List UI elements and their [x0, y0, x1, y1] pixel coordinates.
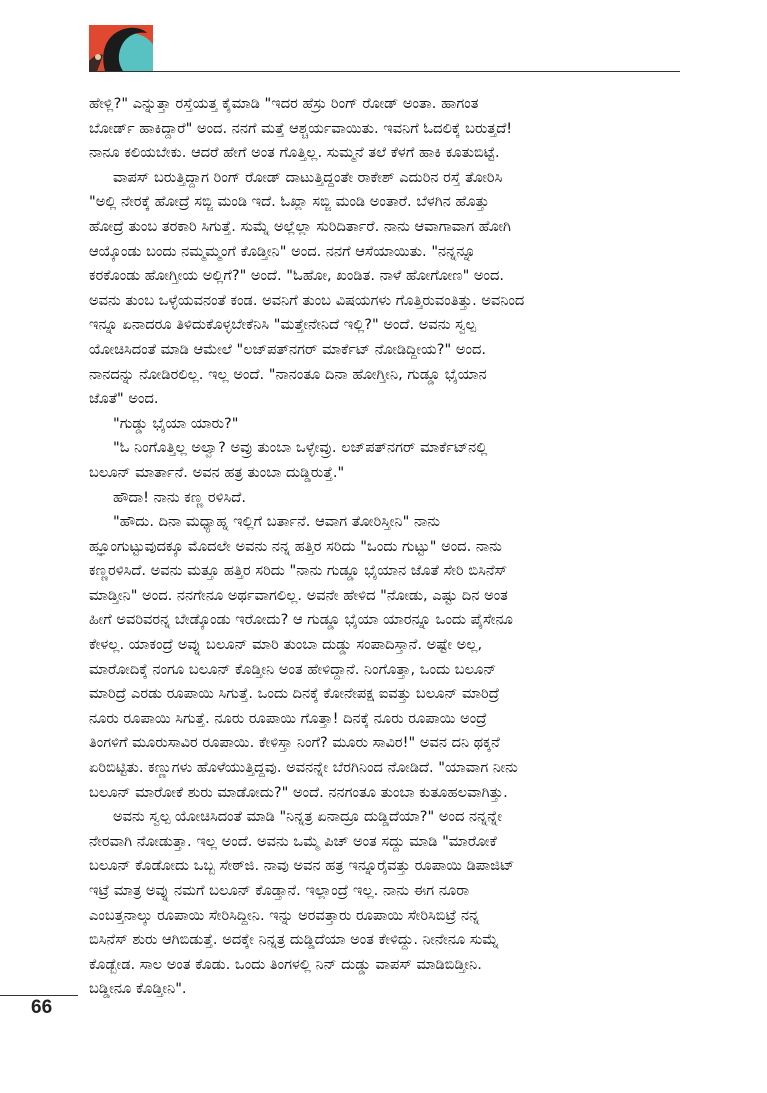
text-line: ಕಣ್ಣರಳಿಸಿದೆ. ಅವನು ಮತ್ತೂ ಹತ್ತಿರ ಸರಿದು "ನಾನು ಗುಡ್ಡೂ ಭೈಯಾನ ಜೊತೆ ಸೇರಿ ಬಿಸಿನೆಸ್ — [89, 562, 508, 580]
text-line: ಅವನು ತುಂಬ ಒಳ್ಳೆಯವನಂತೆ ಕಂಡ. ಅವನಿಗೆ ತುಂಬ ವಿಷಯಗಳು ಗೊತ್ತಿರುವಂತಿತ್ತು. ಅವನಿಂದ — [89, 291, 525, 309]
text-line: ಬೋರ್ಡ್ ಹಾಕಿದ್ದಾರೆ" ಅಂದ. ನನಗೆ ಮತ್ತೆ ಆಶ್ಚರ್ಯವಾಯಿತು. ಇವನಿಗೆ ಓದಲಿಕ್ಕೆ ಬರುತ್ತದೆ! — [89, 119, 513, 137]
text-line: "ಗುಡ್ಡು ಭೈಯಾ ಯಾರು?" — [113, 414, 239, 432]
text-line: ಯೋಚಿಸಿದಂತೆ ಮಾಡಿ ಆಮೇಲೆ "ಲಜ್‌ಪತ್‌ನಗರ್ ಮಾರ್ಕೆಟ್ ನೋಡಿದ್ದೀಯ?" ಅಂದ. — [89, 340, 487, 358]
text-line: ಬಲೂನ್ ಮಾರೋಕೆ ಶುರು ಮಾಡೋದು?" ಅಂದೆ. ನನಗಂತೂ ತುಂಬಾ ಕುತೂಹಲವಾಗಿತ್ತು. — [89, 783, 508, 801]
text-line: ವಾಪಸ್ ಬರುತ್ತಿದ್ದಾಗ ರಿಂಗ್ ರೋಡ್ ದಾಟುತ್ತಿದ್ದಂತೇ ರಾಕೇಶ್ ಎದುರಿನ ರಸ್ತೆ ತೋರಿಸಿ — [113, 168, 503, 186]
text-line: ಮಾರೋದಿಕ್ಕೆ ನಂಗೂ ಬಲೂನ್ ಕೊಡ್ತೀನಿ ಅಂತ ಹೇಳಿದ್ದಾನೆ. ನಿಂಗೊತ್ತಾ, ಒಂದು ಬಲೂನ್ — [89, 660, 497, 678]
text-line: ತಿಂಗಳಿಗೆ ಮೂರುಸಾವಿರ ರೂಪಾಯಿ. ಕೇಳಿಸ್ತಾ ನಿಂಗೆ? ಮೂರು ಸಾವಿರ!" ಅವನ ದನಿ ಥಕ್ಕನೆ — [89, 734, 500, 752]
header-rule — [89, 71, 680, 72]
text-line: ಮಾಡ್ತೀನಿ" ಅಂದ. ನನಗೇನೂ ಅರ್ಥವಾಗಲಿಲ್ಲ. ಅವನೇ ಹೇಳಿದ "ನೋಡು, ಎಷ್ಟು ದಿನ ಅಂತ — [89, 586, 508, 604]
text-line: ಹೀಗೆ ಅವರಿವರನ್ನ ಬೇಡ್ಕೊಂಡು ಇರೋದು? ಆ ಗುಡ್ಡೂ ಭೈಯಾ ಯಾರನ್ನೂ ಒಂದು ಪೈಸೇನೂ — [89, 611, 513, 629]
text-line: ನೇರವಾಗಿ ನೋಡುತ್ತಾ. ಇಲ್ಲ ಅಂದೆ. ಅವನು ಒಮ್ಮೆ ಪಿಚ್ ಅಂತ ಸದ್ದು ಮಾಡಿ "ಮಾರೋಕೆ — [89, 832, 497, 850]
text-line: "ಅಲ್ಲಿ ನೇರಕ್ಕೆ ಹೋದ್ರೆ ಸಬ್ಜಿ ಮಂಡಿ ಇದೆ. ಓಖ್ಲಾ ಸಬ್ಜಿ ಮಂಡಿ ಅಂತಾರೆ. ಬೆಳಗಿನ ಹೊತ್ತು — [89, 193, 490, 211]
portrait-logo-graphic — [89, 25, 153, 71]
text-line: ಬಿಸಿನೆಸ್ ಶುರು ಆಗಿಬಿಡುತ್ತೆ. ಅದಕ್ಕೇ ನಿನ್ನತ್ರ ದುಡ್ಡಿದೆಯಾ ಅಂತ ಕೇಳಿದ್ದು. ನೀನೇನೂ ಸುಮ್ನೆ — [89, 931, 499, 949]
text-line: ನಾನೂ ಕಲಿಯಬೇಕು. ಆದರೆ ಹೇಗೆ ಅಂತ ಗೊತ್ತಿಲ್ಲ. ಸುಮ್ಮನೆ ತಲೆ ಕೆಳಗೆ ಹಾಕಿ ಕೂತುಬಿಟ್ಟೆ. — [89, 144, 500, 162]
body-text — [89, 92, 659, 1002]
text-line: ಎಂಬತ್ತನಾಲ್ಕು ರೂಪಾಯಿ ಸೇರಿಸಿದ್ದೀನಿ. ಇನ್ನು ಅರವತ್ತಾರು ರೂಪಾಯಿ ಸೇರಿಸಿಬಿಟ್ರೆ ನನ್ನ — [89, 906, 480, 924]
text-line: ನೂರು ರೂಪಾಯಿ ಸಿಗುತ್ತೆ. ನೂರು ರೂಪಾಯಿ ಗೊತ್ತಾ! ದಿನಕ್ಕೆ ನೂರು ರೂಪಾಯಿ ಅಂದ್ರೆ — [89, 709, 487, 727]
text-line: "ಓ ನಿಂಗೊತ್ತಿಲ್ಲ ಅಲ್ವಾ? ಅವ್ರು ತುಂಬಾ ಒಳ್ಳೇವ್ರು. ಲಜ್‌ಪತ್‌ನಗರ್ ಮಾರ್ಕೆಟ್‌ನಲ್ಲಿ — [113, 439, 488, 457]
text-line: "ಹೌದು. ದಿನಾ ಮಧ್ಯಾಹ್ನ ಇಲ್ಲಿಗೆ ಬರ್ತಾನೆ. ಆವಾಗ ತೋರಿಸ್ತೀನಿ" ನಾನು — [113, 513, 440, 531]
text-line: ಅವನು ಸ್ವಲ್ಪ ಯೋಚಿಸಿದಂತೆ ಮಾಡಿ "ನಿನ್ನತ್ರ ಏನಾದ್ರೂ ದುಡ್ಡಿದೆಯಾ?" ಅಂದ ನನ್ನನ್ನೇ — [113, 808, 503, 826]
text-line: ಏರಿಬಿಟ್ಟಿತು. ಕಣ್ಣುಗಳು ಹೊಳೆಯುತ್ತಿದ್ದವು. ಅವನನ್ನೇ ಬೆರಗಿನಿಂದ ನೋಡಿದೆ. "ಯಾವಾಗ ನೀನು — [89, 759, 518, 777]
text-line: ಮಾರಿದ್ರೆ ಎರಡು ರೂಪಾಯಿ ಸಿಗುತ್ತೆ. ಒಂದು ದಿನಕ್ಕೆ ಕೋನೇಪಕ್ಷ ಐವತ್ತು ಬಲೂನ್ ಮಾರಿದ್ರೆ — [89, 685, 500, 703]
text-line: ಹ್ಞೂಂಗುಟ್ಟುವುದಕ್ಕೂ ಮೊದಲೇ ಅವನು ನನ್ನ ಹತ್ತಿರ ಸರಿದು "ಒಂದು ಗುಟ್ಟು" ಅಂದ. ನಾನು — [89, 537, 502, 555]
portrait-logo-icon — [89, 25, 153, 71]
text-line: ಹೇಳ್ಲಿ?" ಎನ್ನುತ್ತಾ ರಸ್ತೆಯತ್ತ ಕೈಮಾಡಿ "ಇದರ ಹೆಸ್ರು ರಿಂಗ್ ರೋಡ್ ಅಂತಾ. ಹಾಗಂತ — [89, 95, 479, 112]
text-line: ಇಟ್ರೆ ಮಾತ್ರ ಅವ್ನು ನಮಗೆ ಬಲೂನ್ ಕೊಡ್ತಾನೆ. ಇಲ್ಲಾಂದ್ರೆ ಇಲ್ಲ. ನಾನು ಈಗ ನೂರಾ — [89, 882, 470, 899]
text-line: ಆಯ್ಕೊಂಡು ಬಂದು ನಮ್ಮಮ್ಮಂಗೆ ಕೊಡ್ತೀನಿ" ಅಂದ. ನನಗೆ ಆಸೆಯಾಯಿತು. "ನನ್ನನ್ನೂ — [89, 242, 476, 260]
text-line: ಹೋದ್ರೆ ತುಂಬ ತರಕಾರಿ ಸಿಗುತ್ತೆ. ಸುಮ್ನೆ ಅಲ್ಲೆಲ್ಲಾ ಸುರಿದಿರ್ತಾರೆ. ನಾನು ಆವಾಗಾವಾಗ ಹೋಗಿ — [89, 217, 512, 235]
footer-rule — [0, 995, 78, 996]
text-line: ಜೊತೆ" ಅಂದ. — [89, 390, 159, 408]
text-line: ಬಡ್ಡೀನೂ ಕೊಡ್ತೀನಿ". — [89, 980, 187, 998]
text-line: ಕರಕೊಂಡು ಹೋಗ್ತೀಯ ಅಲ್ಲಿಗೆ?" ಅಂದೆ. "ಓಹೋ, ಖಂಡಿತ. ನಾಳೆ ಹೋಗೋಣ" ಅಂದ. — [89, 267, 505, 285]
text-line: ಬಲೂನ್ ಕೊಡೋದು ಒಬ್ಬ ಸೇಠ್‌ಜಿ. ನಾವು ಅವನ ಹತ್ರ ಇನ್ನೂರೈವತ್ತು ರೂಪಾಯಿ ಡಿಪಾಜಿಟ್ — [89, 857, 515, 875]
page-number: 66 — [31, 997, 53, 1018]
text-line: ಬಲೂನ್ ಮಾರ್ತಾನೆ. ಅವನ ಹತ್ರ ತುಂಬಾ ದುಡ್ಡಿರುತ್ತೆ." — [89, 463, 345, 481]
text-line: ನಾನದನ್ನು ನೋಡಿರಲಿಲ್ಲ. ಇಲ್ಲ ಅಂದೆ. "ನಾನಂತೂ ದಿನಾ ಹೋಗ್ತೀನಿ, ಗುಡ್ಡೂ ಭೈಯಾನ — [89, 365, 487, 383]
text-line: ಹೌದಾ! ನಾನು ಕಣ್ಣ ರಳಿಸಿದೆ. — [113, 488, 246, 506]
text-line: ಕೊಡ್ಬೇಡ. ಸಾಲ ಅಂತ ಕೊಡು. ಒಂದು ತಿಂಗಳಲ್ಲಿ ನಿನ್ ದುಡ್ಡು ವಾಪಸ್ ಮಾಡಿಬಿಡ್ತೀನಿ. — [89, 955, 482, 973]
text-line: ಕೇಳಲ್ಲ. ಯಾಕಂದ್ರೆ ಅವ್ನು ಬಲೂನ್ ಮಾರಿ ತುಂಬಾ ದುಡ್ಡು ಸಂಪಾದಿಸ್ತಾನೆ. ಅಷ್ಟೇ ಅಲ್ಲ, — [89, 636, 483, 654]
text-line: ಇನ್ನೂ ಏನಾದರೂ ತಿಳಿದುಕೊಳ್ಳಬೇಕೆನಿಸಿ "ಮತ್ತೇನೇನಿದೆ ಇಲ್ಲಿ?" ಅಂದೆ. ಅವನು ಸ್ವಲ್ಪ — [89, 316, 477, 334]
